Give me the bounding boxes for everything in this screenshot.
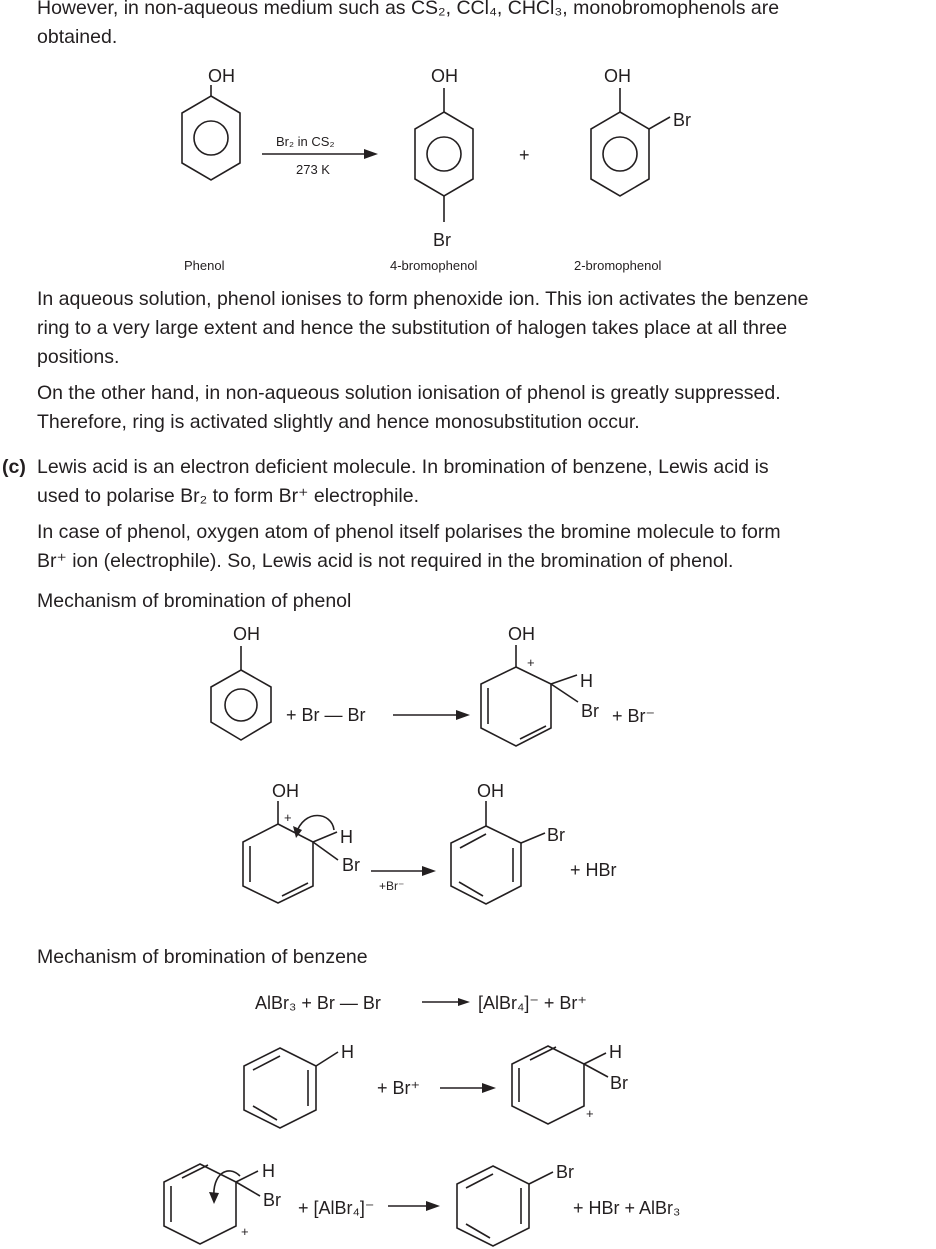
mech-phenol-s1-arrow	[393, 710, 470, 720]
mech-phenol-s2-arrow	[371, 866, 436, 893]
benzene-s1-h: H	[341, 1042, 354, 1062]
benzene-eq-arrow	[422, 998, 470, 1006]
phenol-structure	[182, 66, 240, 273]
s1-reagent: + Br — Br	[286, 705, 366, 725]
s1-byproduct: + Br⁻	[612, 706, 656, 726]
reagent-top: Br₂ in CS₂	[276, 134, 335, 149]
four-bromophenol-structure	[390, 66, 478, 273]
s1-int-plus: +	[527, 655, 535, 670]
mech-phenol-s2-product	[451, 781, 565, 904]
intro-line-2: obtained.	[37, 26, 118, 48]
benzene-s1-arrow	[440, 1083, 496, 1093]
s2-reagent: +Br⁻	[379, 879, 405, 893]
p1-br: Br	[433, 230, 451, 250]
two-bromophenol-structure	[574, 66, 691, 273]
s1-int-br: Br	[581, 701, 599, 721]
part-c-line-2: used to polarise Br₂ to form Br⁺ electrophile.	[37, 485, 420, 507]
intro-paragraph	[37, 0, 933, 52]
s2-prod-br: Br	[547, 825, 565, 845]
benzene-s2-h: H	[262, 1161, 275, 1181]
p2-oh: OH	[604, 66, 631, 86]
benzene-s1-reagent: + Br⁺	[377, 1078, 421, 1098]
benzene-s2-reagent: + [AlBr₄]⁻	[298, 1198, 375, 1218]
mech-phenol-s2-intermediate	[243, 781, 360, 903]
benzene-s1-benzene	[244, 1042, 354, 1128]
reaction-phenol-cs2	[0, 50, 936, 280]
nonaqueous-line-1: On the other hand, in non-aqueous solution ionisation of phenol is greatly suppressed.	[37, 382, 781, 404]
benzene-s1-intermediate	[512, 1042, 628, 1124]
part-c-paragraph	[37, 453, 933, 511]
part-c-paragraph-2	[37, 518, 933, 576]
benzene-s1-int-br: Br	[610, 1073, 628, 1093]
plus-sign: +	[519, 145, 530, 165]
s1-oh: OH	[233, 624, 260, 644]
s2-plus: +	[284, 810, 292, 825]
s2-prod-oh: OH	[477, 781, 504, 801]
benzene-s2-byproduct: + HBr + AlBr₃	[573, 1198, 681, 1218]
intro-line-1: However, in non-aqueous medium such as CS₂, CCl₄, CHCl₃, monobromophenols are	[37, 0, 780, 19]
s2-oh: OH	[272, 781, 299, 801]
p1-oh: OH	[431, 66, 458, 86]
part-c-label: (c)	[2, 456, 26, 478]
phenol-oh: OH	[208, 66, 235, 86]
mech-benzene-heading: Mechanism of bromination of benzene	[37, 946, 368, 968]
mech-phenol-s1-phenol	[211, 624, 271, 740]
benzene-s2-product	[457, 1162, 574, 1246]
benzene-s2-prod-br: Br	[556, 1162, 574, 1182]
mech-phenol-heading: Mechanism of bromination of phenol	[37, 590, 352, 612]
reagent-bottom: 273 K	[296, 162, 330, 177]
s2-byproduct: + HBr	[570, 860, 617, 880]
s1-int-oh: OH	[508, 624, 535, 644]
mech-phenol-diagram	[0, 618, 936, 928]
mech-phenol-s1-intermediate	[481, 624, 599, 746]
part-c-line-1: Lewis acid is an electron deficient molecule. In bromination of benzene, Lewis acid is	[37, 456, 769, 478]
p1-label: 4-bromophenol	[390, 258, 478, 273]
s2-br: Br	[342, 855, 360, 875]
benzene-s1-int-plus: +	[586, 1106, 594, 1121]
p2-br: Br	[673, 110, 691, 130]
p2-label: 2-bromophenol	[574, 258, 662, 273]
benzene-s2-arrow	[388, 1201, 440, 1211]
phenol-label: Phenol	[184, 258, 225, 273]
aqueous-paragraph	[37, 285, 933, 372]
benzene-eq-left: AlBr₃ + Br — Br	[255, 993, 381, 1013]
benzene-eq-right: [AlBr₄]⁻ + Br⁺	[478, 993, 587, 1013]
nonaqueous-line-2: Therefore, ring is activated slightly and hence monosubstitution occur.	[37, 411, 640, 433]
aqueous-line-1: In aqueous solution, phenol ionises to form phenoxide ion. This ion activates the benzene	[37, 288, 809, 310]
s2-h: H	[340, 827, 353, 847]
aqueous-line-3: positions.	[37, 346, 120, 368]
nonaqueous-paragraph	[37, 379, 933, 437]
benzene-s2-br: Br	[263, 1190, 281, 1210]
part-c-p2-line-1: In case of phenol, oxygen atom of phenol itself polarises the bromine molecule to form	[37, 521, 781, 543]
s1-int-h: H	[580, 671, 593, 691]
benzene-s2-plus: +	[241, 1224, 249, 1239]
mech-benzene-diagram	[0, 980, 936, 1249]
benzene-s1-int-h: H	[609, 1042, 622, 1062]
aqueous-line-2: ring to a very large extent and hence the substitution of halogen takes place at all three	[37, 317, 788, 339]
reaction-arrow	[262, 134, 378, 177]
part-c-p2-line-2: Br⁺ ion (electrophile). So, Lewis acid is not required in the bromination of phenol.	[37, 550, 734, 572]
benzene-s2-intermediate	[164, 1161, 281, 1244]
